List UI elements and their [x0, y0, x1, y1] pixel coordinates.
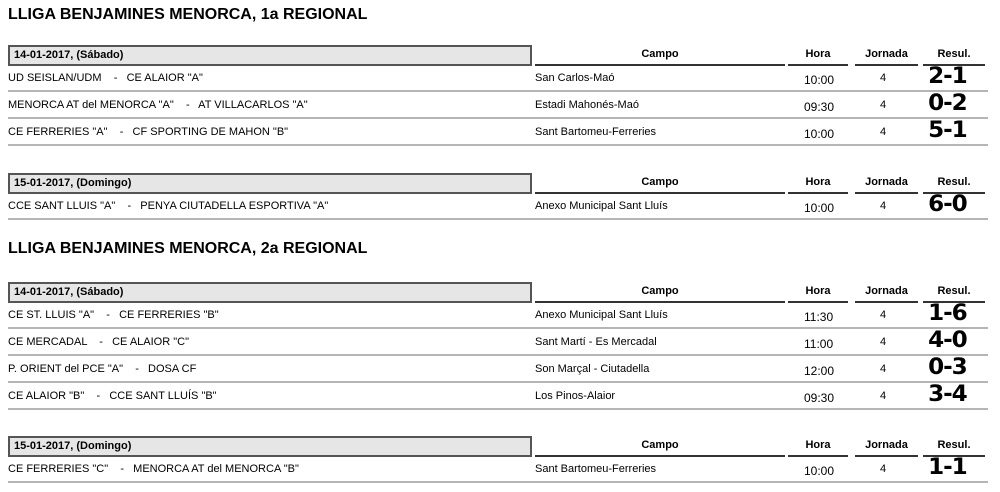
match-round: 4: [880, 390, 887, 402]
column-header-hora: Hora: [788, 176, 848, 194]
day-header: [8, 173, 988, 193]
column-header-campo: Campo: [535, 48, 785, 66]
match-teams: P. ORIENT del PCE "A" - DOSA CF: [8, 363, 197, 375]
match-time: 09:30: [804, 391, 835, 405]
match-row: [8, 65, 988, 92]
match-time: 10:00: [804, 73, 835, 87]
match-teams: CE FERRERIES "C" - MENORCA AT del MENORCA "B": [8, 463, 299, 475]
match-time: 10:00: [804, 127, 835, 141]
day-block: [8, 436, 988, 483]
day-header: [8, 282, 988, 302]
match-result: 2-1: [928, 64, 967, 89]
match-teams: CE FERRERIES "A" - CF SPORTING DE MAHON "B": [8, 126, 289, 138]
match-venue: Estadi Mahonés-Maó: [535, 99, 639, 111]
column-header-hora: Hora: [788, 48, 848, 66]
match-result: 0-3: [928, 355, 967, 380]
match-venue: San Carlos-Maó: [535, 72, 615, 84]
match-teams: MENORCA AT del MENORCA "A" - AT VILLACARLOS "A": [8, 99, 308, 111]
match-result: 5-1: [928, 118, 967, 143]
match-teams: UD SEISLAN/UDM - CE ALAIOR "A": [8, 72, 203, 84]
day-block: [8, 45, 988, 146]
column-header-result: Resul.: [923, 48, 985, 66]
match-round: 4: [880, 99, 887, 111]
match-time: 10:00: [804, 201, 835, 215]
column-header-hora: Hora: [788, 439, 848, 457]
match-result: 6-0: [928, 192, 967, 217]
match-time: 09:30: [804, 100, 835, 114]
match-venue: Sant Bartomeu-Ferreries: [535, 126, 657, 138]
match-result: 0-2: [928, 91, 967, 116]
match-venue: Sant Bartomeu-Ferreries: [535, 463, 657, 475]
match-time: 12:00: [804, 364, 835, 378]
match-row: [8, 193, 988, 220]
match-row: [8, 383, 988, 410]
match-row: [8, 456, 988, 483]
match-date: 15-01-2017, (Domingo): [8, 436, 532, 457]
day-block: [8, 173, 988, 220]
match-round: 4: [880, 200, 887, 212]
match-teams: CE ST. LLUIS "A" - CE FERRERIES "B": [8, 309, 219, 321]
column-header-result: Resul.: [923, 439, 985, 457]
match-venue: Anexo Municipal Sant Lluís: [535, 309, 668, 321]
match-teams: CCE SANT LLUIS "A" - PENYA CIUTADELLA ESPORTIVA "A": [8, 200, 329, 212]
match-venue: Los Pinos-Alaior: [535, 390, 616, 402]
column-header-jornada: Jornada: [855, 176, 918, 194]
match-time: 11:30: [804, 310, 834, 324]
match-teams: CE ALAIOR "B" - CCE SANT LLUÍS "B": [8, 390, 217, 402]
match-round: 4: [880, 309, 887, 321]
match-row: [8, 356, 988, 383]
match-time: 10:00: [804, 464, 835, 478]
match-date: 15-01-2017, (Domingo): [8, 173, 532, 194]
match-result: 1-6: [928, 301, 967, 326]
match-date: 14-01-2017, (Sábado): [8, 282, 532, 303]
match-venue: Anexo Municipal Sant Lluís: [535, 200, 668, 212]
column-header-campo: Campo: [535, 439, 785, 457]
match-row: [8, 302, 988, 329]
match-row: [8, 92, 988, 119]
match-round: 4: [880, 126, 887, 138]
section-title: LLIGA BENJAMINES MENORCA, 1a REGIONAL: [8, 6, 368, 23]
column-header-jornada: Jornada: [855, 439, 918, 457]
match-venue: Sant Martí - Es Mercadal: [535, 336, 657, 348]
match-result: 3-4: [928, 382, 967, 407]
match-teams: CE MERCADAL - CE ALAIOR "C": [8, 336, 189, 348]
column-header-result: Resul.: [923, 285, 985, 303]
column-header-campo: Campo: [535, 176, 785, 194]
column-header-result: Resul.: [923, 176, 985, 194]
day-header: [8, 436, 988, 456]
match-date: 14-01-2017, (Sábado): [8, 45, 532, 66]
match-time: 11:00: [804, 337, 834, 351]
match-round: 4: [880, 336, 887, 348]
column-header-hora: Hora: [788, 285, 848, 303]
match-result: 1-1: [928, 455, 967, 480]
section-title: LLIGA BENJAMINES MENORCA, 2a REGIONAL: [8, 240, 368, 257]
match-row: [8, 119, 988, 146]
day-header: [8, 45, 988, 65]
column-header-campo: Campo: [535, 285, 785, 303]
match-venue: Son Marçal - Ciutadella: [535, 363, 650, 375]
column-header-jornada: Jornada: [855, 285, 918, 303]
match-round: 4: [880, 72, 887, 84]
match-result: 4-0: [928, 328, 967, 353]
match-row: [8, 329, 988, 356]
match-round: 4: [880, 463, 887, 475]
column-header-jornada: Jornada: [855, 48, 918, 66]
day-block: [8, 282, 988, 410]
match-round: 4: [880, 363, 887, 375]
